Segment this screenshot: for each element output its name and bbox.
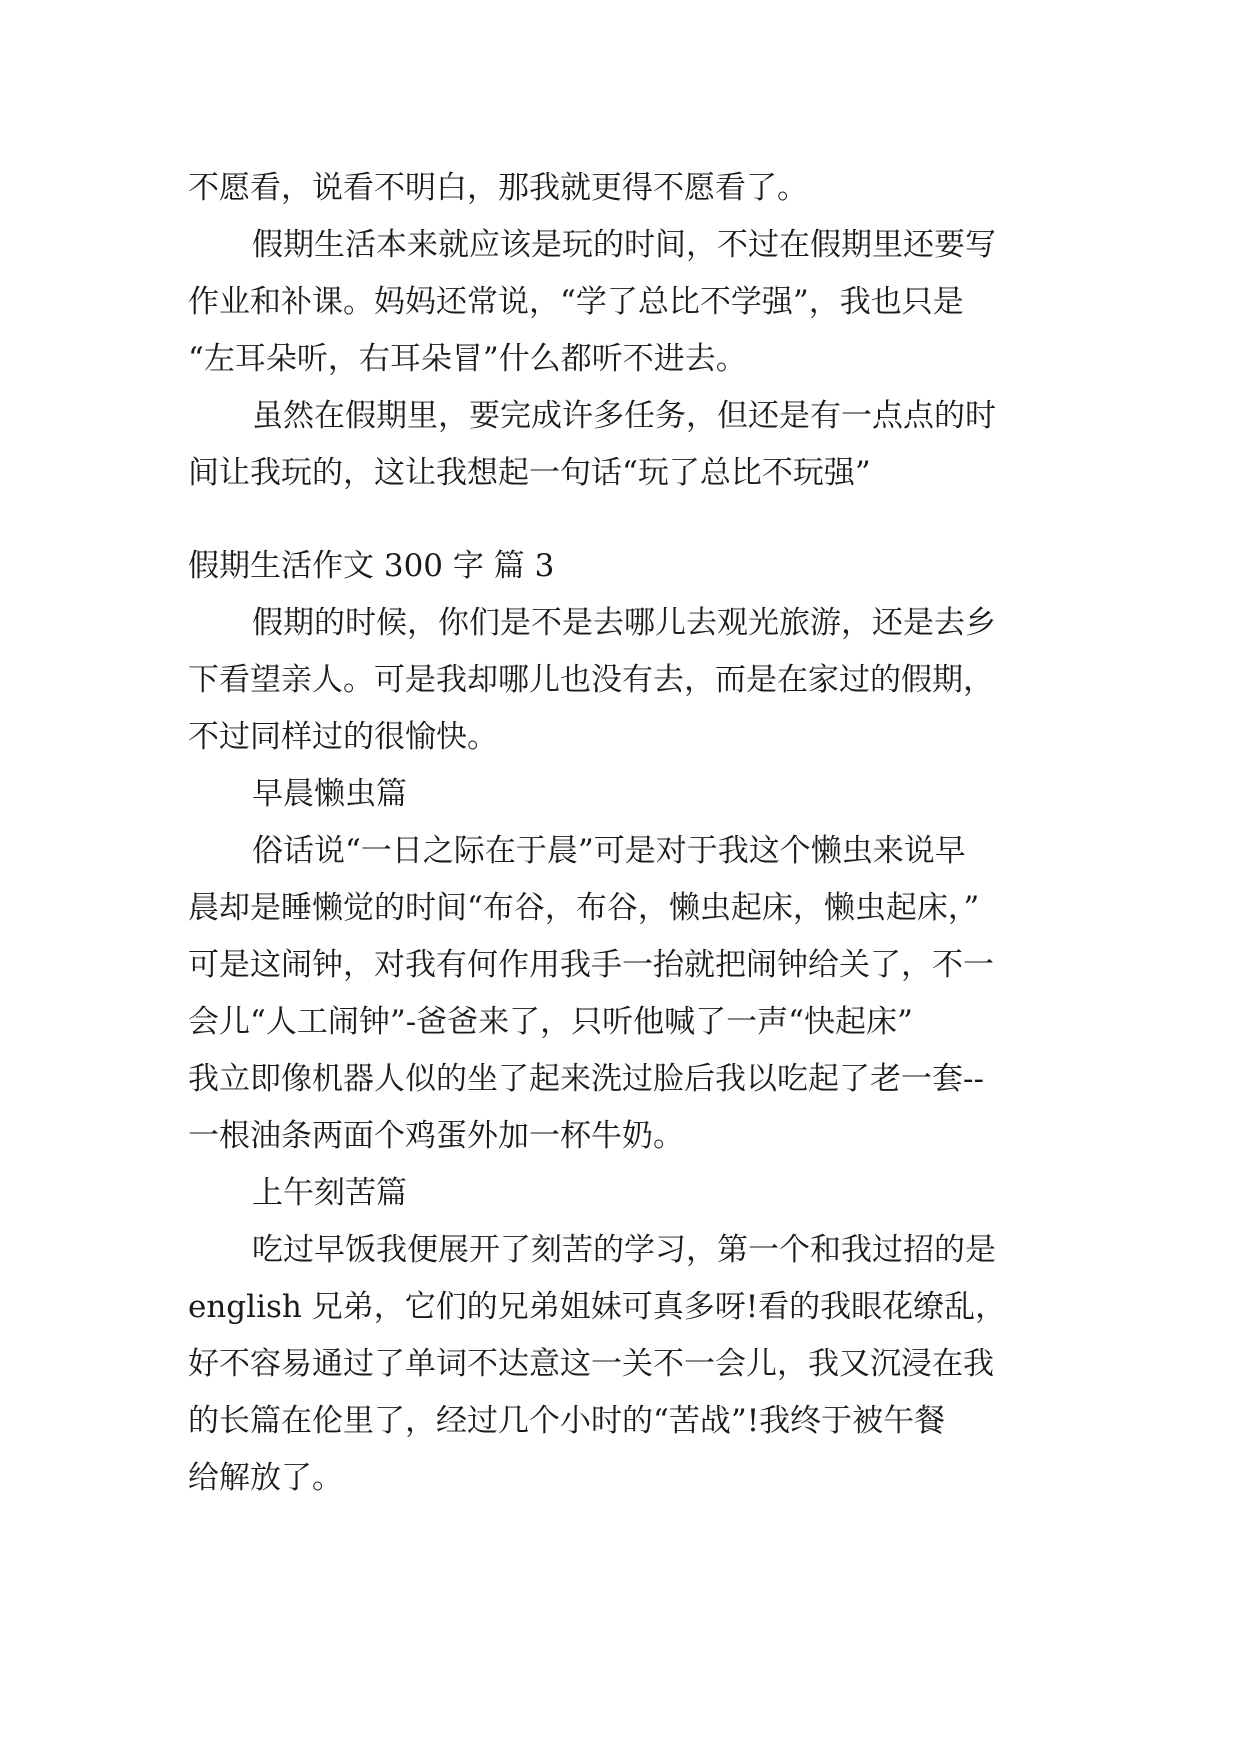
text-line: “左耳朵听，右耳朵冒”什么都听不进去。 bbox=[188, 341, 747, 377]
text-line: 下看望亲人。可是我却哪儿也没有去，而是在家过的假期， bbox=[188, 662, 994, 698]
document-body bbox=[188, 160, 1068, 1507]
text-line: 我立即像机器人似的坐了起来洗过脸后我以吃起了老一套-- bbox=[188, 1061, 984, 1097]
text-line: 可是这闹钟，对我有何作用我手一抬就把闹钟给关了，不一 bbox=[188, 947, 994, 983]
text-line: 不过同样过的很愉快。 bbox=[188, 719, 498, 755]
text-line: 给解放了。 bbox=[188, 1460, 343, 1496]
paragraph-start-line: 假期的时候，你们是不是去哪儿去观光旅游，还是去乡 bbox=[252, 605, 996, 641]
text-line: english 兄弟，它们的兄弟姐妹可真多呀!看的我眼花缭乱， bbox=[188, 1289, 1007, 1325]
paragraph-start-line: 假期生活本来就应该是玩的时间，不过在假期里还要写 bbox=[252, 227, 996, 263]
subheading: 上午刻苦篇 bbox=[252, 1175, 407, 1211]
text-line: 作业和补课。妈妈还常说，“学了总比不学强”，我也只是 bbox=[188, 284, 964, 320]
text-line: 晨却是睡懒觉的时间“布谷，布谷，懒虫起床，懒虫起床，” bbox=[188, 890, 980, 926]
text-line: 的长篇在伦里了，经过几个小时的“苦战”!我终于被午餐 bbox=[188, 1403, 946, 1439]
subheading: 早晨懒虫篇 bbox=[252, 776, 407, 812]
text-line: 一根油条两面个鸡蛋外加一杯牛奶。 bbox=[188, 1118, 684, 1154]
paragraph-start-line: 虽然在假期里，要完成许多任务，但还是有一点点的时 bbox=[252, 398, 996, 434]
text-line: 好不容易通过了单词不达意这一关不一会儿，我又沉浸在我 bbox=[188, 1346, 994, 1382]
paragraph-start-line: 吃过早饭我便展开了刻苦的学习，第一个和我过招的是 bbox=[252, 1232, 996, 1268]
text-line: 不愿看，说看不明白，那我就更得不愿看了。 bbox=[188, 170, 808, 206]
section-title: 假期生活作文 300 字 篇 3 bbox=[188, 548, 555, 584]
text-line: 会儿“人工闹钟”-爸爸来了，只听他喊了一声“快起床” bbox=[188, 1004, 913, 1040]
paragraph-start-line: 俗话说“一日之际在于晨”可是对于我这个懒虫来说早 bbox=[252, 833, 966, 869]
section-gap bbox=[188, 502, 1068, 538]
text-line: 间让我玩的，这让我想起一句话“玩了总比不玩强” bbox=[188, 455, 871, 491]
